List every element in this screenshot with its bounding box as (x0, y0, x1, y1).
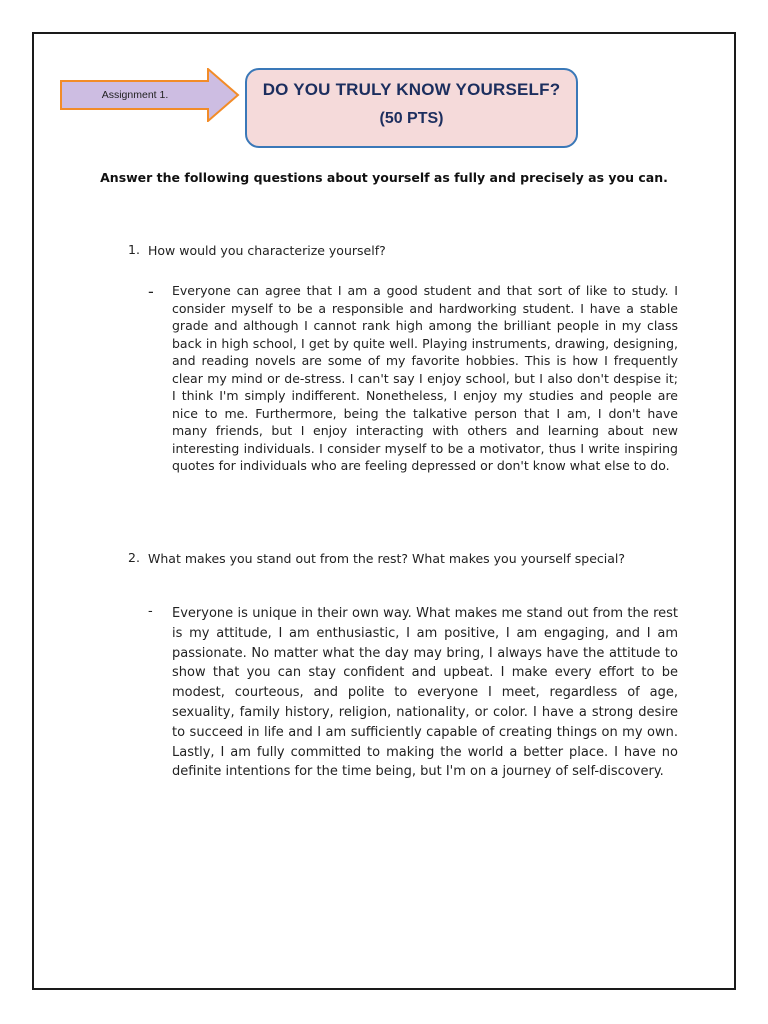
question-number: 2. (128, 550, 140, 565)
question-2 (128, 550, 688, 590)
answer-1 (148, 282, 680, 532)
assignment-arrow (60, 68, 240, 122)
points-label: (50 PTS) (379, 110, 444, 127)
question-text: How would you characterize yourself? (148, 243, 386, 258)
bullet-dash: - (148, 604, 153, 619)
answer-text: Everyone is unique in their own way. What makes me stand out from the rest is my attitude, I am enthusiastic, I am positive, I am engaging, and I am passionate. No matter what the day may bring, I always have the attitude to show that you can stay confident and upbeat. I make every effort to be modest, courteous, and polite to everyone I meet, regardless of age, sexuality, family history, religion, nationality, or color. I have a strong desire to succeed in life and I am sufficiently capable of creating things on my own. Lastly, I am fully committed to making the world a better place. I have no definite intentions for the time being, but I'm on a journey of self-discovery. (172, 606, 678, 780)
instruction-text: Answer the following questions about yourself as fully and precisely as you can. (100, 170, 668, 185)
page-title: DO YOU TRULY KNOW YOURSELF? (262, 80, 561, 99)
answer-text: Everyone can agree that I am a good student and that sort of like to study. I consider myself to be a responsible and hardworking student. I have a stable grade and although I cannot rank high among the brilliant people in my class back in high school, I get by quite well. Playing instruments, drawing, designing, and reading novels are some of my favorite hobbies. This is how I frequently clear my mind or de-stress. I can't say I enjoy school, but I also don't despise it; I think I'm simply indifferent. Nonetheless, I enjoy my studies and people are nice to me. Furthermore, being the talkative person that I am, I don't have many friends, but I enjoy interacting with others and learning about new interesting individuals. I consider myself to be a motivator, thus I write inspiring quotes for individuals who are feeling depressed or don't know what else to do. (172, 283, 678, 473)
question-1 (128, 242, 688, 262)
question-number: 1. (128, 242, 140, 257)
question-text: What makes you stand out from the rest? What makes you yourself special? (148, 551, 626, 566)
title-box (245, 68, 578, 148)
bullet-dash: - (148, 282, 154, 301)
assignment-label: Assignment 1. (101, 89, 169, 101)
answer-2 (148, 604, 680, 834)
